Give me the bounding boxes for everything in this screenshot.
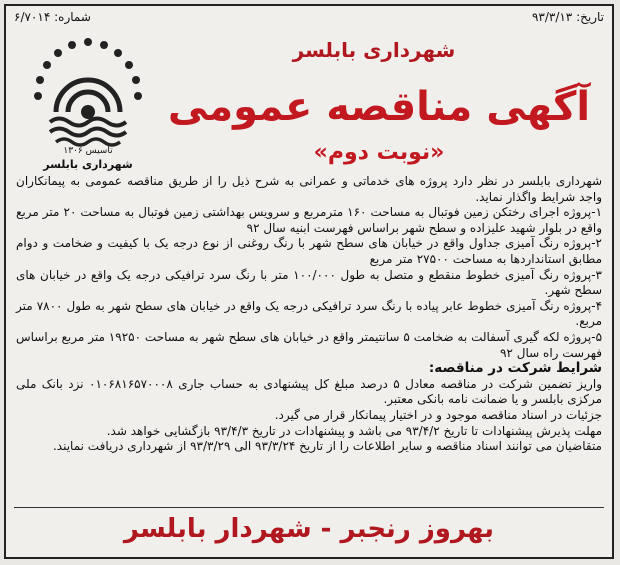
condition-item: متقاضیان می توانند اسناد مناقصه و سایر اطلاعات را از تاریخ ۹۳/۳/۲۴ الی ۹۳/۳/۲۹ از شهرداری دریافت نمایند. bbox=[52, 439, 602, 454]
notice-title: آگهی مناقصه عمومی bbox=[167, 84, 591, 130]
babol-municipality-seal-icon bbox=[28, 34, 148, 174]
number-field bbox=[14, 6, 91, 28]
number-value: ۶/۷۰۱۴ bbox=[14, 10, 51, 24]
notice-body bbox=[16, 174, 602, 455]
notice-frame bbox=[4, 4, 614, 559]
footer-divider bbox=[14, 507, 604, 508]
date-value: ۹۳/۳/۱۳ bbox=[531, 10, 573, 24]
date-label: تاریخ: bbox=[576, 10, 604, 24]
logo-founded-text: تاسیس ۱۳۰۶ bbox=[63, 146, 113, 156]
list-item: ۴-پروژه رنگ آمیزی خطوط عابر پیاده با رنگ سرد ترافیکی درجه یک واقع در خیابان های سطح شهر به طول ۷۸۰۰ متر مربع. bbox=[16, 298, 603, 329]
list-item: ۱-پروژه اجرای رختکن زمین فوتبال به مساحت ۱۶۰ مترمربع و سرویس بهداشتی زمین فوتبال به مساحت ۲۰ متر مربع واقع در بلوار شهید علیزاده و سطح شهر براساس فهرست ابنیه سال ۹۲ bbox=[16, 205, 603, 235]
list-item: ۲-پروژه رنگ آمیزی جداول واقع در خیابان های سطح شهر با رنگ روغنی از نوع درجه یک با کیفیت و ضخامت و دوام مطابق استانداردها به مساحت ۲۷۵۰۰ متر مربع bbox=[16, 236, 602, 266]
condition-item: واریز تضمین شرکت در مناقصه معادل ۵ درصد مبلغ کل پیشنهادی به حساب جاری ۰۱۰۶۸۱۶۵۷۰۰۰۸ نزد بانک ملی مرکزی بابلسر و یا ضمانت نامه بانکی معتبر. bbox=[16, 376, 602, 407]
list-item: ۳-پروژه رنگ آمیزی خطوط منقطع و متصل به طول ۱۰۰/۰۰۰ متر با رنگ سرد ترافیکی درجه یک واقع در خیابان های سطح شهر. bbox=[16, 267, 602, 298]
notice-round: «نوبت دوم» bbox=[313, 140, 445, 165]
header-line bbox=[6, 6, 612, 28]
date-field bbox=[532, 6, 604, 28]
intro-paragraph: شهرداری بابلسر در نظر دارد پروژه های خدماتی و عمرانی به شرح ذیل را از طریق مناقصه عمومی به پیمانکاران واجد شرایط واگذار نماید. bbox=[16, 174, 602, 204]
condition-item: جزئیات در اسناد مناقصه موجود و در اختیار پیمانکار قرار می گیرد. bbox=[274, 407, 602, 422]
signer-name: بهروز رنجبر - شهردار بابلسر bbox=[123, 514, 495, 544]
number-label: شماره: bbox=[54, 10, 91, 24]
logo-name-text: شهرداری بابلسر bbox=[43, 158, 133, 171]
organization-name: شهرداری بابلسر bbox=[292, 38, 456, 62]
conditions-title: شرایط شرکت در مناقصه: bbox=[428, 360, 602, 377]
condition-item: مهلت پذیرش پیشنهادات تا تاریخ ۹۳/۴/۲ می باشد و پیشنهادات در تاریخ ۹۳/۴/۳ بازگشایی خواهد شد. bbox=[106, 423, 602, 438]
list-item: ۵-پروژه لکه گیری آسفالت به ضخامت ۵ سانتیمتر واقع در خیابان های سطح شهر به مساحت ۱۹۲۵۰ متر مربع براساس فهرست راه سال ۹۲ bbox=[16, 329, 603, 360]
